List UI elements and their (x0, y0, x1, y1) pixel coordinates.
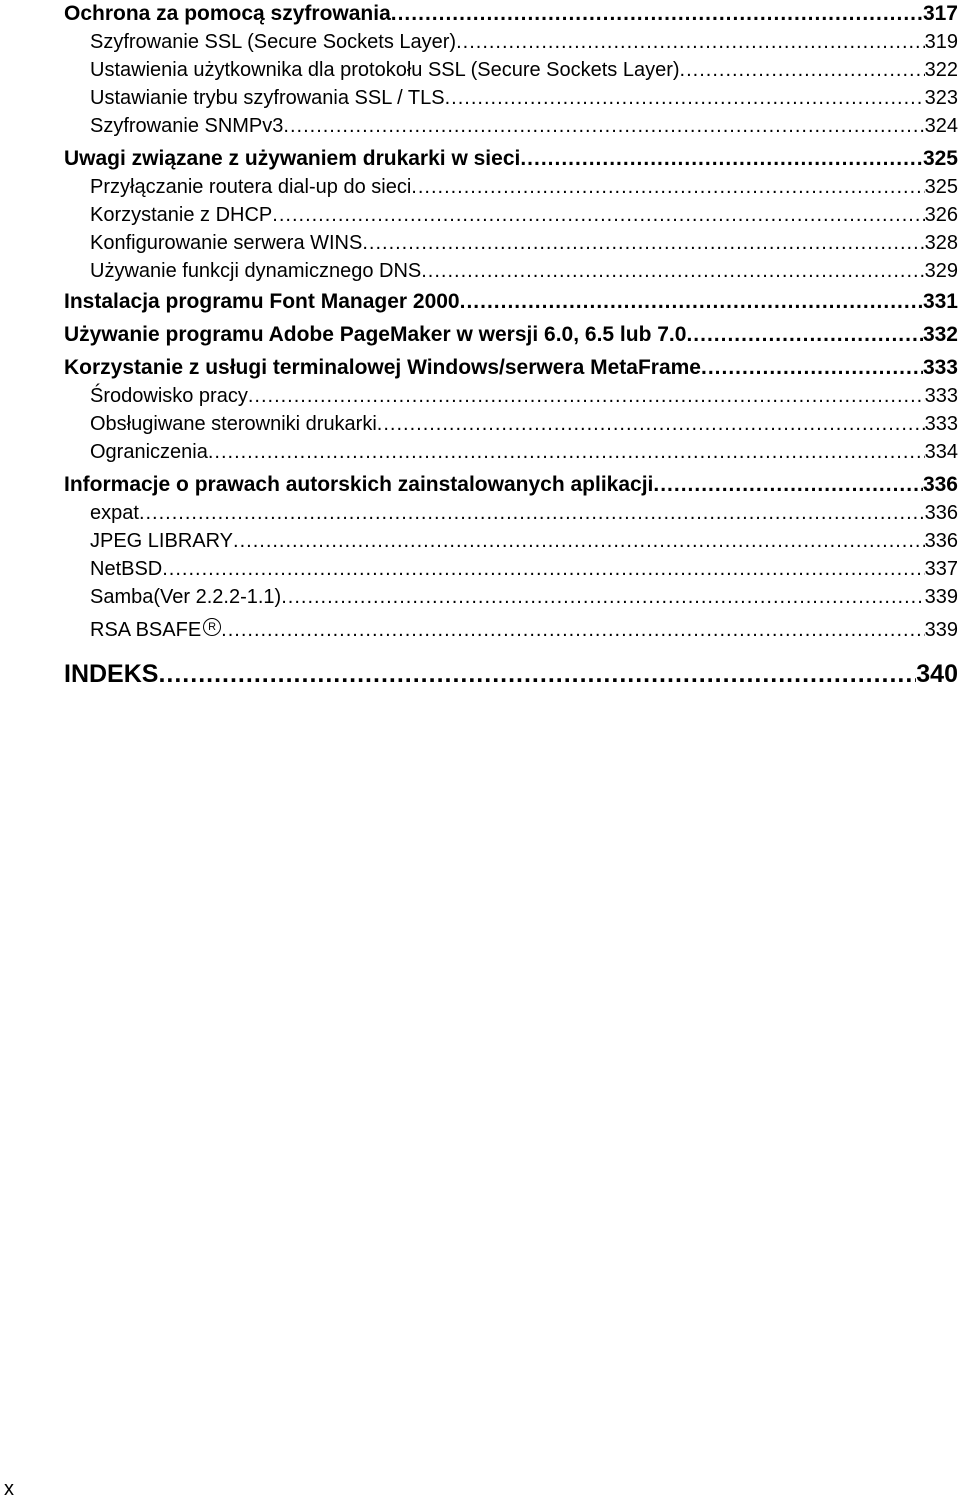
toc-entry[interactable] (64, 471, 958, 499)
toc-entry[interactable] (90, 257, 958, 285)
toc-entry-title: Ochrona za pomocą szyfrowania (64, 2, 391, 25)
toc-dot-leader (162, 555, 924, 583)
toc-entry[interactable] (90, 112, 958, 140)
toc-dot-leader (421, 257, 924, 285)
toc-entry-page: 333 (924, 413, 958, 435)
toc-dot-leader (139, 499, 925, 527)
toc-entry[interactable] (90, 229, 958, 257)
toc-entry-page: 340 (916, 660, 958, 688)
toc-entry-title: JPEG LIBRARY (90, 530, 234, 552)
toc-dot-leader (456, 28, 925, 56)
toc-entry-page: 329 (924, 260, 958, 282)
toc-entry-title: Ograniczenia (90, 441, 208, 463)
toc-entry-page: 336 (924, 530, 958, 552)
toc-dot-leader (272, 201, 924, 229)
toc-dot-leader (411, 173, 924, 201)
toc-entry[interactable] (90, 611, 958, 645)
toc-entry-title (90, 611, 221, 649)
toc-entry[interactable] (90, 583, 958, 611)
toc-entry-title: NetBSD (90, 558, 163, 580)
toc-dot-leader (391, 0, 923, 28)
toc-dot-leader (283, 112, 924, 140)
toc-entry[interactable] (64, 288, 958, 316)
toc-entry-page: 322 (924, 59, 958, 81)
toc-entry-title: Ustawianie trybu szyfrowania SSL / TLS (90, 87, 445, 109)
toc-dot-leader (653, 471, 923, 499)
toc-entry[interactable] (90, 28, 958, 56)
toc-entry-page: 332 (922, 323, 958, 346)
toc-dot-leader (445, 84, 925, 112)
toc-entry[interactable] (90, 555, 958, 583)
toc-dot-leader (362, 229, 924, 257)
toc-entry-page: 323 (924, 87, 958, 109)
toc-entry-title: Środowisko pracy (90, 385, 248, 407)
toc-dot-leader (686, 321, 923, 349)
toc-dot-leader (520, 145, 923, 173)
toc-entry-page: 336 (924, 502, 958, 524)
toc-dot-leader (281, 583, 924, 611)
toc-entry-page: 317 (922, 2, 958, 25)
toc-entry-title: Uwagi związane z używaniem drukarki w sieci (64, 147, 521, 170)
toc-dot-leader (701, 354, 923, 382)
toc-dot-leader (248, 382, 925, 410)
toc-entry-page: 325 (924, 176, 958, 198)
toc-entry[interactable] (64, 354, 958, 382)
toc-entry-title: Używanie programu Adobe PageMaker w wersji 6.0, 6.5 lub 7.0 (64, 323, 687, 346)
toc-entry[interactable] (90, 499, 958, 527)
toc-entry-title: Używanie funkcji dynamicznego DNS (90, 260, 422, 282)
toc-dot-leader (208, 438, 925, 466)
toc-entry-page: 324 (924, 115, 958, 137)
toc-entry-page: 325 (922, 147, 958, 170)
toc-entry[interactable] (90, 56, 958, 84)
toc-entry-title: Szyfrowanie SNMPv3 (90, 115, 284, 137)
toc-entry-title: Konfigurowanie serwera WINS (90, 232, 363, 254)
toc-entry[interactable] (90, 527, 958, 555)
toc-dot-leader (680, 56, 925, 84)
toc-entry-title: Samba(Ver 2.2.2-1.1) (90, 586, 282, 608)
toc-entry-page: 328 (924, 232, 958, 254)
toc-entry[interactable] (90, 382, 958, 410)
toc-entry-title: Szyfrowanie SSL (Secure Sockets Layer) (90, 31, 457, 53)
registered-mark-icon: R (203, 618, 221, 636)
toc-entry-page: 333 (922, 356, 958, 379)
toc-entry-page: 333 (924, 385, 958, 407)
toc-dot-leader (233, 527, 925, 555)
toc-entry-title: INDEKS (64, 660, 159, 688)
toc-dot-leader (460, 288, 923, 316)
toc-entry[interactable] (90, 410, 958, 438)
toc-entry-title: Ustawienia użytkownika dla protokołu SSL (Secure Sockets Layer) (90, 59, 680, 81)
toc-entry-title: Korzystanie z usługi terminalowej Windows/serwera MetaFrame (64, 356, 701, 379)
toc-entry-title: Przyłączanie routera dial-up do sieci (90, 176, 412, 198)
toc-entry-index[interactable] (64, 657, 958, 691)
toc-entry-page: 334 (924, 441, 958, 463)
toc-entry-title: Instalacja programu Font Manager 2000 (64, 290, 460, 313)
toc-entry-title: expat (90, 502, 139, 524)
toc-entry-page: 339 (924, 586, 958, 608)
page-number-footer: x (4, 1478, 14, 1500)
toc-entry-title: Korzystanie z DHCP (90, 204, 273, 226)
toc-entry[interactable] (64, 0, 958, 28)
toc-dot-leader (158, 657, 916, 691)
table-of-contents (64, 0, 958, 691)
toc-entry-page: 336 (922, 473, 958, 496)
toc-entry-page: 331 (922, 290, 958, 313)
toc-entry-title-text: RSA BSAFE (90, 619, 202, 641)
toc-dot-leader (377, 410, 925, 438)
toc-entry[interactable] (90, 84, 958, 112)
toc-entry-page: 337 (924, 558, 958, 580)
toc-entry-title: Obsługiwane sterowniki drukarki (90, 413, 377, 435)
toc-dot-leader (221, 611, 924, 649)
toc-entry-page: 319 (924, 31, 958, 53)
toc-entry[interactable] (90, 438, 958, 466)
toc-entry[interactable] (64, 321, 958, 349)
toc-entry-title: Informacje o prawach autorskich zainstalowanych aplikacji (64, 473, 654, 496)
toc-entry-page: 339 (924, 619, 958, 641)
toc-entry[interactable] (90, 201, 958, 229)
toc-entry-page: 326 (924, 204, 958, 226)
toc-entry[interactable] (64, 145, 958, 173)
toc-entry[interactable] (90, 173, 958, 201)
